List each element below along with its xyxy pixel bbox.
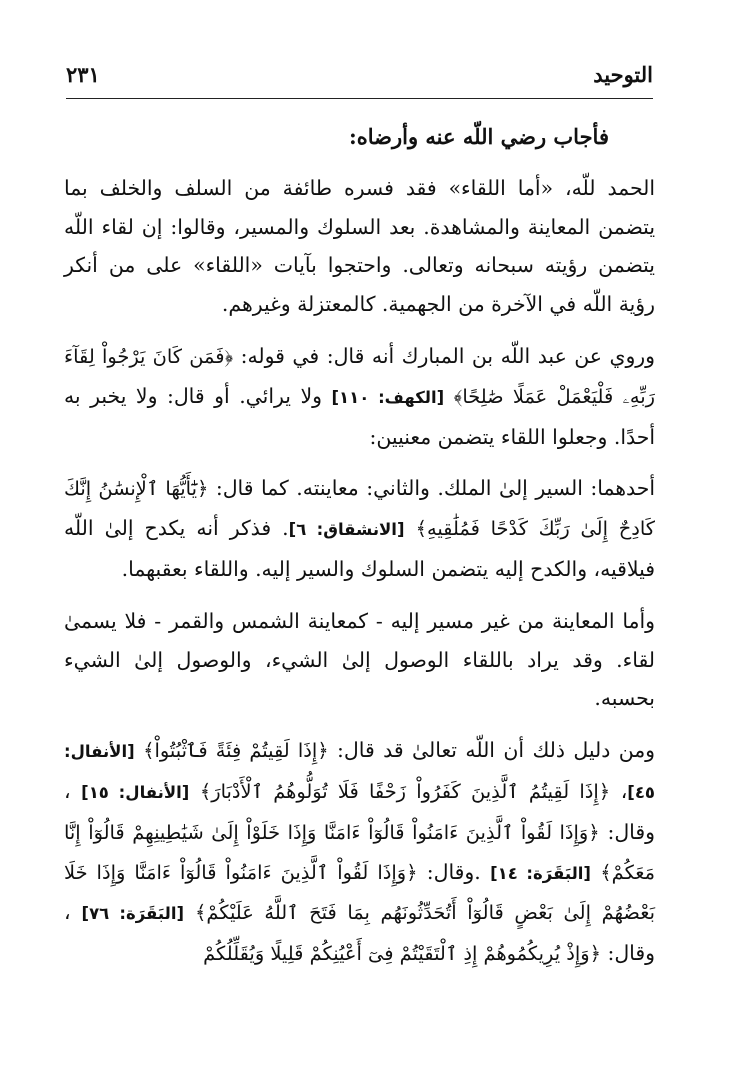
paragraph-2-text-b: ولا يرائي. أو قال: ولا يخبر به أحدًا. وجعلوا اللقاء يتضمن معنيين: [64,383,655,449]
paragraph-3-text-a: أحدهما: السير إلىٰ الملك. والثاني: معاينته. كما قال: [208,476,655,501]
quran-verse: ﴿فَمَن كَانَ يَرْجُواْ لِقَآءَ رَبِّهِۦ فَلْيَعْمَلْ عَمَلًا صَٰلِحًا﴾ [64,344,655,408]
paragraph-3-text-b: . فذكر أنه يكدح إلىٰ اللّه فيلاقيه، والكدح إليه يتضمن السلوك والسير إليه. واللقاء بعقبهما. [64,516,655,581]
quran-verse: ﴿يَٰٓأَيُّهَا ٱلْإِنسَٰنُ إِنَّكَ كَادِحٌ إِلَىٰ رَبِّكَ كَدْحًا فَمُلَٰقِيهِ﴾ [64,477,655,541]
verse-reference: [الكهف: ١١٠] [331,387,445,407]
separator: ، [610,778,628,803]
paragraph-5 [64,731,655,974]
paragraph-5-text-a: ومن دليل ذلك أن اللّه تعالىٰ قد قال: [328,738,656,763]
verse-reference: [الانشقاق: ٦] [288,520,405,540]
paragraph-4: وأما المعاينة من غير مسير إليه - كمعاينة الشمس والقمر - فلا يسمىٰ لقاء. وقد يراد باللقاء الوصول إلىٰ الشيء، والوصول إلىٰ الشيء بحسبه. [64,608,655,711]
quran-verse: ﴿وَإِذْ يُرِيكُمُوهُمْ إِذِ ٱلْتَقَيْتُمْ فِىٓ أَعْيُنِكُمْ قَلِيلًا وَيُقَلِّلُكُمْ [203,942,602,966]
verse-reference: [البَقَرَة: ٧٦] [81,904,185,924]
chapter-title: التوحيد [593,62,653,87]
quran-verse: ﴿وَإِذَا لَقُواْ ٱلَّذِينَ ءَامَنُواْ قَالُوٓاْ ءَامَنَّا وَإِذَا خَلَوْاْ إِلَىٰ شَيَٰطِينِهِمْ قَالُوٓاْ إِنَّا مَعَكُمْ﴾ [64,820,656,884]
paragraph-2-text-a: وروي عن عبد اللّه بن المبارك أنه قال: في قوله: [233,343,655,368]
header-divider [66,98,653,99]
paragraph-1: الحمد للّه، «أما اللقاء» فقد فسره طائفة من السلف والخلف بما يتضمن المعاينة والمشاهدة. بعد السلوك والمسير، وقالوا: إن لقاء اللّه يتضمن رؤيته سبحانه وتعالى. واحتجوا بآيات «اللقاء» على من أنكر رؤية اللّه في الآخرة من الجهمية. كالمعتزلة وغيرهم. [64,175,655,317]
verse-reference: [الأنفال: ٤٥] [64,742,655,802]
verse-reference: [الأنفال: ١٥] [81,782,190,802]
quran-verse: ﴿وَإِذَا لَقُواْ ٱلَّذِينَ ءَامَنُواْ قَالُوٓاْ ءَامَنَّا وَإِذَا خَلَا بَعْضُهُمْ إِلَىٰ بَعْضٍ قَالُوٓاْ أَتُحَدِّثُونَهُم بِمَا فَتَحَ ٱللَّهُ عَلَيْكُمْ﴾ [64,860,655,925]
separator: .وقال: [417,859,491,884]
quran-verse: ﴿إِذَا لَقِيتُمُ ٱلَّذِينَ كَفَرُواْ زَحْفًا فَلَا تُوَلُّوهُمُ ٱلْأَدْبَارَ﴾ [199,779,611,803]
separator: ، وقال: [64,778,655,844]
section-heading: فأجاب رضي اللّه عنه وأرضاه: [349,124,609,149]
paragraph-2 [64,337,655,456]
paragraph-3 [64,469,655,588]
verse-reference: [البَقَرَة: ١٤] [490,863,591,883]
page-body [64,118,655,987]
running-head [66,62,653,92]
separator: ، وقال: [64,900,655,966]
quran-verse: ﴿إِذَا لَقِيتُمْ فِئَةً فَٱثْبُتُواْ﴾ [143,739,329,763]
page-number: ٢٣١ [66,62,100,87]
